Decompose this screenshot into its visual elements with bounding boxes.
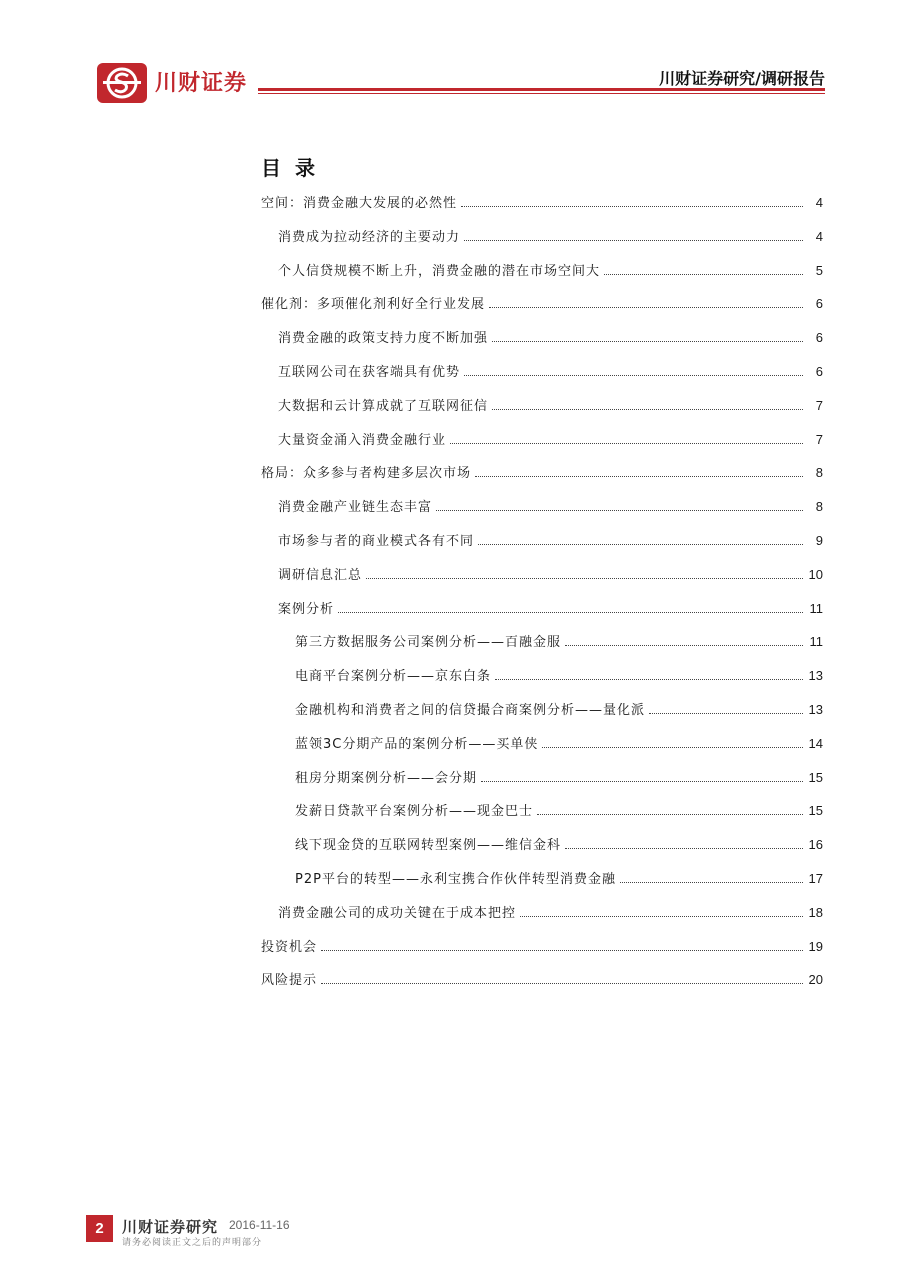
brand-name: 川财证券 [155, 71, 248, 96]
toc-leader-dots [492, 341, 803, 342]
toc-entry-title: 消费金融公司的成功关键在于成本把控 [278, 905, 517, 921]
toc-entry-page: 6 [815, 296, 823, 312]
toc-entry-title: 发薪日贷款平台案例分析——现金巴士 [295, 804, 534, 820]
toc-leader-dots [565, 645, 803, 646]
toc-leader-dots [537, 814, 803, 815]
toc-entry-title: P2P平台的转型——永利宝携合作伙伴转型消费金融 [295, 872, 616, 887]
toc-entry[interactable] [295, 868, 823, 890]
toc-entry[interactable] [278, 530, 823, 552]
toc-entry[interactable] [278, 429, 823, 451]
toc-entry-title: 个人信贷规模不断上升，消费金融的潜在市场空间大 [278, 263, 601, 279]
toc-entry-page: 10 [808, 566, 823, 582]
toc-entry-title: 第三方数据服务公司案例分析——百融金服 [295, 635, 562, 651]
toc-title: 目录 [261, 156, 329, 180]
toc-entry[interactable] [278, 496, 823, 518]
toc-entry[interactable] [278, 361, 823, 383]
toc-leader-dots [321, 950, 803, 951]
toc-leader-dots [489, 307, 803, 308]
toc-entry[interactable] [261, 462, 823, 484]
footer-disclaimer: 请务必阅读正文之后的声明部分 [122, 1238, 263, 1248]
toc-entry-title: 案例分析 [278, 601, 335, 617]
toc-entry-title: 金融机构和消费者之间的信贷撮合商案例分析——量化派 [295, 703, 646, 718]
toc-entry-title: 互联网公司在获客端具有优势 [278, 365, 461, 380]
toc-leader-dots [542, 747, 803, 748]
toc-entry-title: 消费成为拉动经济的主要动力 [278, 229, 461, 245]
toc-entry-title: 空间：消费金融大发展的必然性 [261, 196, 458, 211]
toc-entry-page: 9 [815, 533, 823, 548]
toc-leader-dots [604, 274, 803, 275]
toc-entry-page: 16 [808, 837, 823, 853]
header-divider [258, 88, 825, 91]
toc-entry-title: 风险提示 [261, 973, 318, 989]
toc-entry[interactable] [278, 327, 823, 349]
toc-entry-title: 租房分期案例分析——会分期 [295, 770, 478, 786]
toc-leader-dots [565, 848, 803, 849]
toc-entry-page: 7 [815, 431, 823, 447]
toc-leader-dots [620, 882, 803, 883]
toc-leader-dots [478, 544, 803, 545]
report-type-title: 川财证券研究/调研报告 [659, 69, 825, 88]
chuancai-logo-icon [97, 63, 147, 103]
toc-entry-title: 大数据和云计算成就了互联网征信 [278, 398, 489, 414]
toc-leader-dots [495, 679, 803, 680]
toc-leader-dots [321, 983, 803, 984]
toc-entry-page: 11 [809, 634, 823, 650]
toc-entry[interactable] [278, 395, 823, 417]
toc-entry[interactable] [295, 733, 823, 755]
toc-entry[interactable] [295, 800, 823, 822]
toc-entry-page: 7 [815, 397, 823, 413]
toc-entry-title: 大量资金涌入消费金融行业 [278, 432, 447, 448]
toc-entry-page: 14 [808, 735, 823, 751]
toc-leader-dots [649, 713, 803, 714]
toc-entry[interactable] [295, 665, 823, 687]
page-footer [0, 1205, 909, 1265]
toc-entry-title: 调研信息汇总 [278, 567, 363, 583]
toc-entry-page: 13 [808, 702, 823, 717]
toc-entry-page: 4 [815, 228, 823, 244]
toc-entry[interactable] [278, 226, 823, 248]
toc-entry[interactable] [295, 631, 823, 653]
toc-entry-page: 19 [808, 938, 823, 954]
toc-leader-dots [481, 781, 803, 782]
toc-entry[interactable] [295, 767, 823, 789]
toc-leader-dots [366, 578, 803, 579]
toc-leader-dots [464, 240, 803, 241]
header-divider-thin [258, 93, 825, 94]
toc-entry[interactable] [261, 969, 823, 991]
toc-entry-title: 投资机会 [261, 939, 318, 955]
toc-entry-page: 4 [815, 195, 823, 210]
toc-entry[interactable] [261, 936, 823, 958]
page-number: 2 [86, 1215, 113, 1242]
toc-leader-dots [450, 443, 803, 444]
toc-entry-title: 市场参与者的商业模式各有不同 [278, 534, 475, 549]
toc-entry-page: 8 [815, 465, 823, 481]
toc-entry[interactable] [261, 293, 823, 315]
toc-leader-dots [338, 612, 803, 613]
toc-entry[interactable] [295, 699, 823, 721]
toc-entry-page: 6 [815, 364, 823, 379]
toc-entry-page: 15 [808, 803, 823, 819]
page-header [0, 0, 909, 110]
footer-brand: 川财证券研究 [122, 1218, 219, 1236]
toc-entry[interactable] [278, 564, 823, 586]
toc-entry-title: 线下现金贷的互联网转型案例——维信金科 [295, 838, 562, 854]
toc-leader-dots [464, 375, 803, 376]
toc-entry[interactable] [261, 192, 823, 214]
toc-entry[interactable] [278, 598, 823, 620]
toc-leader-dots [520, 916, 803, 917]
toc-entry-title: 蓝领3C分期产品的案例分析——买单侠 [295, 736, 539, 752]
toc-entry-page: 18 [808, 904, 823, 920]
toc-entry-title: 消费金融的政策支持力度不断加强 [278, 331, 489, 347]
toc-entry-page: 15 [808, 769, 823, 785]
toc-leader-dots [475, 476, 803, 477]
toc-entry[interactable] [295, 834, 823, 856]
toc-leader-dots [461, 206, 803, 207]
toc-entry[interactable] [278, 902, 823, 924]
footer-date: 2016-11-16 [229, 1218, 290, 1232]
toc-leader-dots [492, 409, 803, 410]
toc-entry[interactable] [278, 260, 823, 282]
toc-entry-title: 格局：众多参与者构建多层次市场 [261, 466, 472, 482]
toc-entry-title: 催化剂：多项催化剂利好全行业发展 [261, 297, 486, 313]
toc-entry-page: 17 [808, 871, 823, 886]
toc-entry-page: 5 [815, 262, 823, 278]
toc-entry-page: 11 [809, 600, 823, 616]
toc-entry-page: 20 [808, 972, 823, 988]
toc-entry-page: 13 [808, 668, 823, 684]
toc-leader-dots [436, 510, 803, 511]
toc-entry-page: 6 [815, 330, 823, 346]
toc-entry-page: 8 [815, 499, 823, 515]
toc-entry-title: 电商平台案例分析——京东白条 [295, 669, 492, 685]
toc-entry-title: 消费金融产业链生态丰富 [278, 500, 433, 516]
